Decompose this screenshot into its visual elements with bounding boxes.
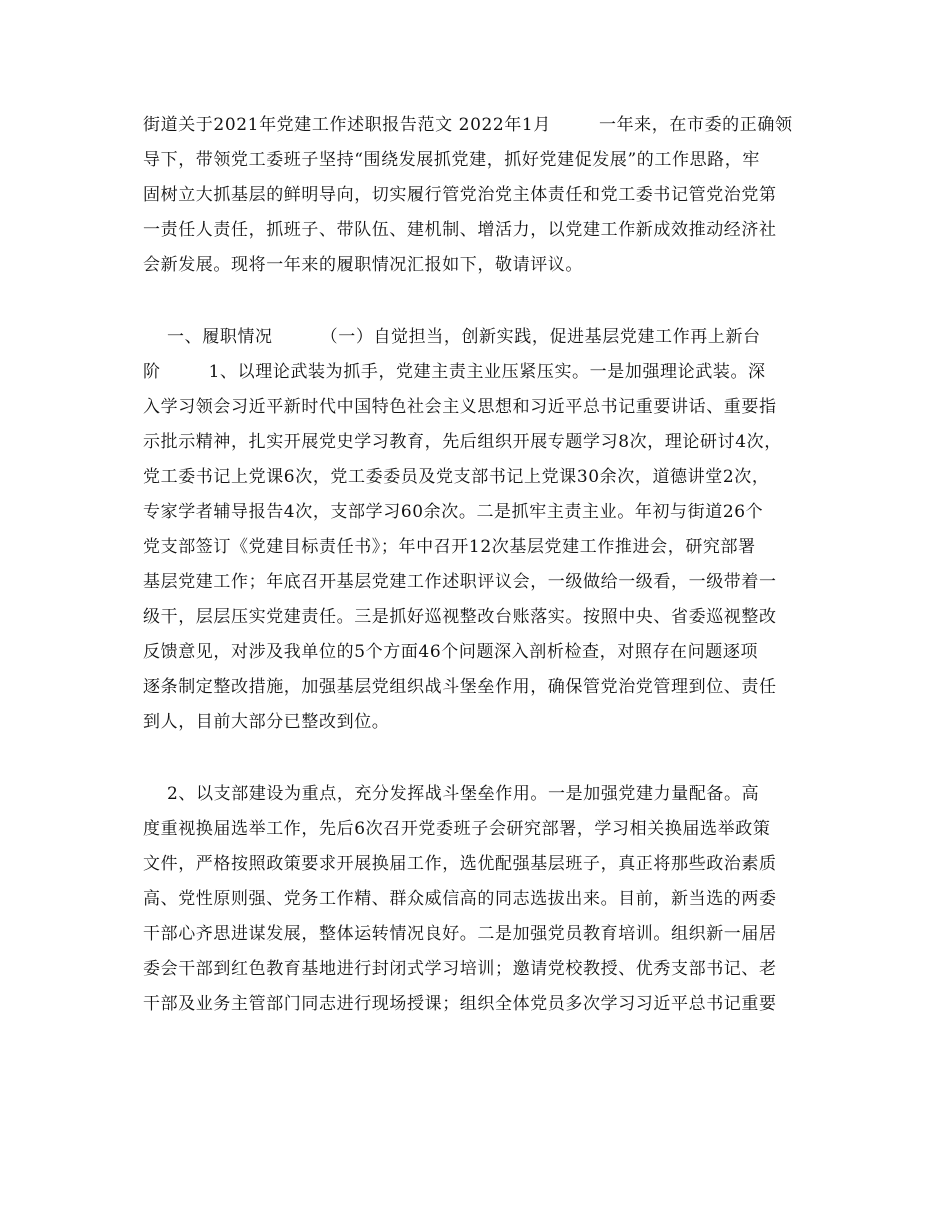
text-line: 一、履职情况 （一）自觉担当，创新实践，促进基层党建工作再上新台	[143, 327, 761, 347]
text-line: 到人，目前大部分已整改到位。	[143, 712, 390, 732]
text-line: 会新发展。现将一年来的履职情况汇报如下，敬请评议。	[143, 255, 583, 275]
text-line: 街道关于2021年党建工作述职报告范文 2022年1月 一年来，在市委的正确领	[143, 115, 793, 135]
text-line: 高、党性原则强、党务工作精、群众威信高的同志选拔出来。目前，新当选的两委	[143, 889, 777, 909]
text-line: 干部心齐思进谋发展，整体运转情况良好。二是加强党员教育培训。组织新一届居	[143, 924, 777, 944]
text-line: 委会干部到红色教育基地进行封闭式学习培训；邀请党校教授、优秀支部书记、老	[143, 959, 777, 979]
text-line: 导下，带领党工委班子坚持“围绕发展抓党建，抓好党建促发展”的工作思路，牢	[143, 150, 760, 170]
text-line: 反馈意见，对涉及我单位的5个方面46个问题深入剖析检查，对照存在问题逐项	[143, 642, 759, 662]
text-line: 党工委书记上党课6次，党工委委员及党支部书记上党课30余次，道德讲堂2次，	[143, 467, 770, 487]
text-line: 入学习领会习近平新时代中国特色社会主义思想和习近平总书记重要讲话、重要指	[143, 397, 777, 417]
text-line: 逐条制定整改措施，加强基层党组织战斗堡垒作用，确保管党治党管理到位、责任	[143, 677, 777, 697]
text-line: 文件，严格按照政策要求开展换届工作，选优配强基层班子，真正将那些政治素质	[143, 854, 777, 874]
text-line: 2、以支部建设为重点，充分发挥战斗堡垒作用。一是加强党建力量配备。高	[143, 784, 760, 804]
text-line: 级干，层层压实党建责任。三是抓好巡视整改台账落实。按照中央、省委巡视整改	[143, 607, 777, 627]
text-line: 一责任人责任，抓班子、带队伍、建机制、增活力，以党建工作新成效推动经济社	[143, 220, 777, 240]
text-line: 干部及业务主管部门同志进行现场授课；组织全体党员多次学习习近平总书记重要	[143, 994, 777, 1014]
text-line: 党支部签订《党建目标责任书》；年中召开12次基层党建工作推进会，研究部署	[143, 537, 756, 557]
text-line: 专家学者辅导报告4次，支部学习60余次。二是抓牢主责主业。年初与街道26个	[143, 502, 764, 522]
text-line: 度重视换届选举工作，先后6次召开党委班子会研究部署，学习相关换届选举政策	[143, 819, 771, 839]
text-line: 基层党建工作；年底召开基层党建工作述职评议会，一级做给一级看，一级带着一	[143, 572, 777, 592]
text-line: 阶 1、以理论武装为抓手，党建主责主业压紧压实。一是加强理论武装。深	[143, 362, 766, 382]
text-line: 示批示精神，扎实开展党史学习教育，先后组织开展专题学习8次，理论研讨4次，	[143, 432, 782, 452]
text-line: 固树立大抓基层的鲜明导向，切实履行管党治党主体责任和党工委书记管党治党第	[143, 185, 777, 205]
